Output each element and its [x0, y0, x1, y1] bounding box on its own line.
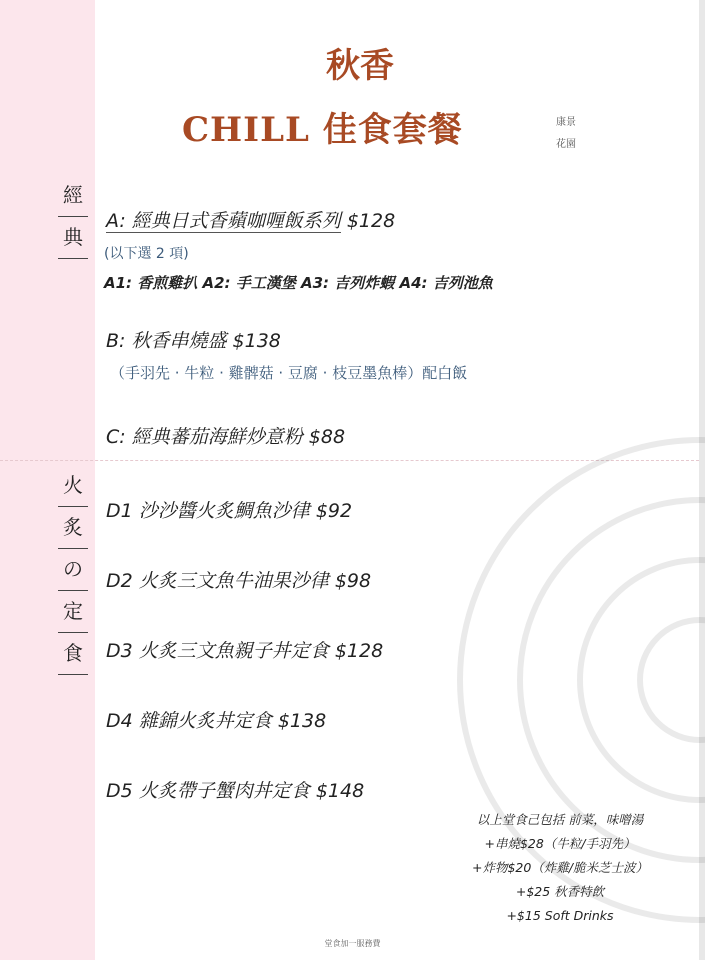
item-a-note: (以下選 2 項) — [104, 246, 189, 262]
menu-item-d3: D3 火炙三文魚親子丼定食 $128 — [106, 640, 384, 662]
section-label-aburi: 火 炙 の 定 食 — [58, 470, 88, 680]
menu-item-d5: D5 火炙帶子蟹肉丼定食 $148 — [106, 780, 365, 802]
menu-item-d1: D1 沙沙醬火炙鯛魚沙律 $92 — [106, 500, 353, 522]
menu-item-d4: D4 雜錦火炙丼定食 $138 — [106, 710, 327, 732]
item-b-note: （手羽先 · 牛粒 · 雞髀菇 · 豆腐 · 枝豆墨魚棒）配白飯 — [110, 364, 468, 382]
brand-name: 秋香 — [326, 46, 394, 86]
menu-item-b: B: 秋香串燒盛 $138 — [106, 330, 281, 352]
set-notes: 以上堂食己包括 前菜，味噌湯 +串燒$28（牛粒/手羽先） +炸物$20（炸雞/脆米芝士波） +$25 秋香特飲 +$15 Soft Drinks — [471, 812, 649, 923]
page-title: CHILL 佳食套餐 — [182, 110, 463, 150]
menu-item-c: C: 經典蕃茄海鮮炒意粉 $88 — [106, 426, 346, 448]
location-label: 康景花園 — [556, 117, 576, 150]
menu-item-a: A: 經典日式香蘋咖喱飯系列 $128 — [106, 210, 396, 232]
service-charge-note: 堂食加一服務費 — [324, 939, 381, 948]
menu-item-d2: D2 火炙三文魚牛油果沙律 $98 — [106, 570, 372, 592]
section-label-classic: 經 典 — [58, 180, 88, 264]
item-a-options: A1: 香煎雞扒 A2: 手工漢堡 A3: 吉列炸蝦 A4: 吉列池魚 — [104, 274, 493, 292]
